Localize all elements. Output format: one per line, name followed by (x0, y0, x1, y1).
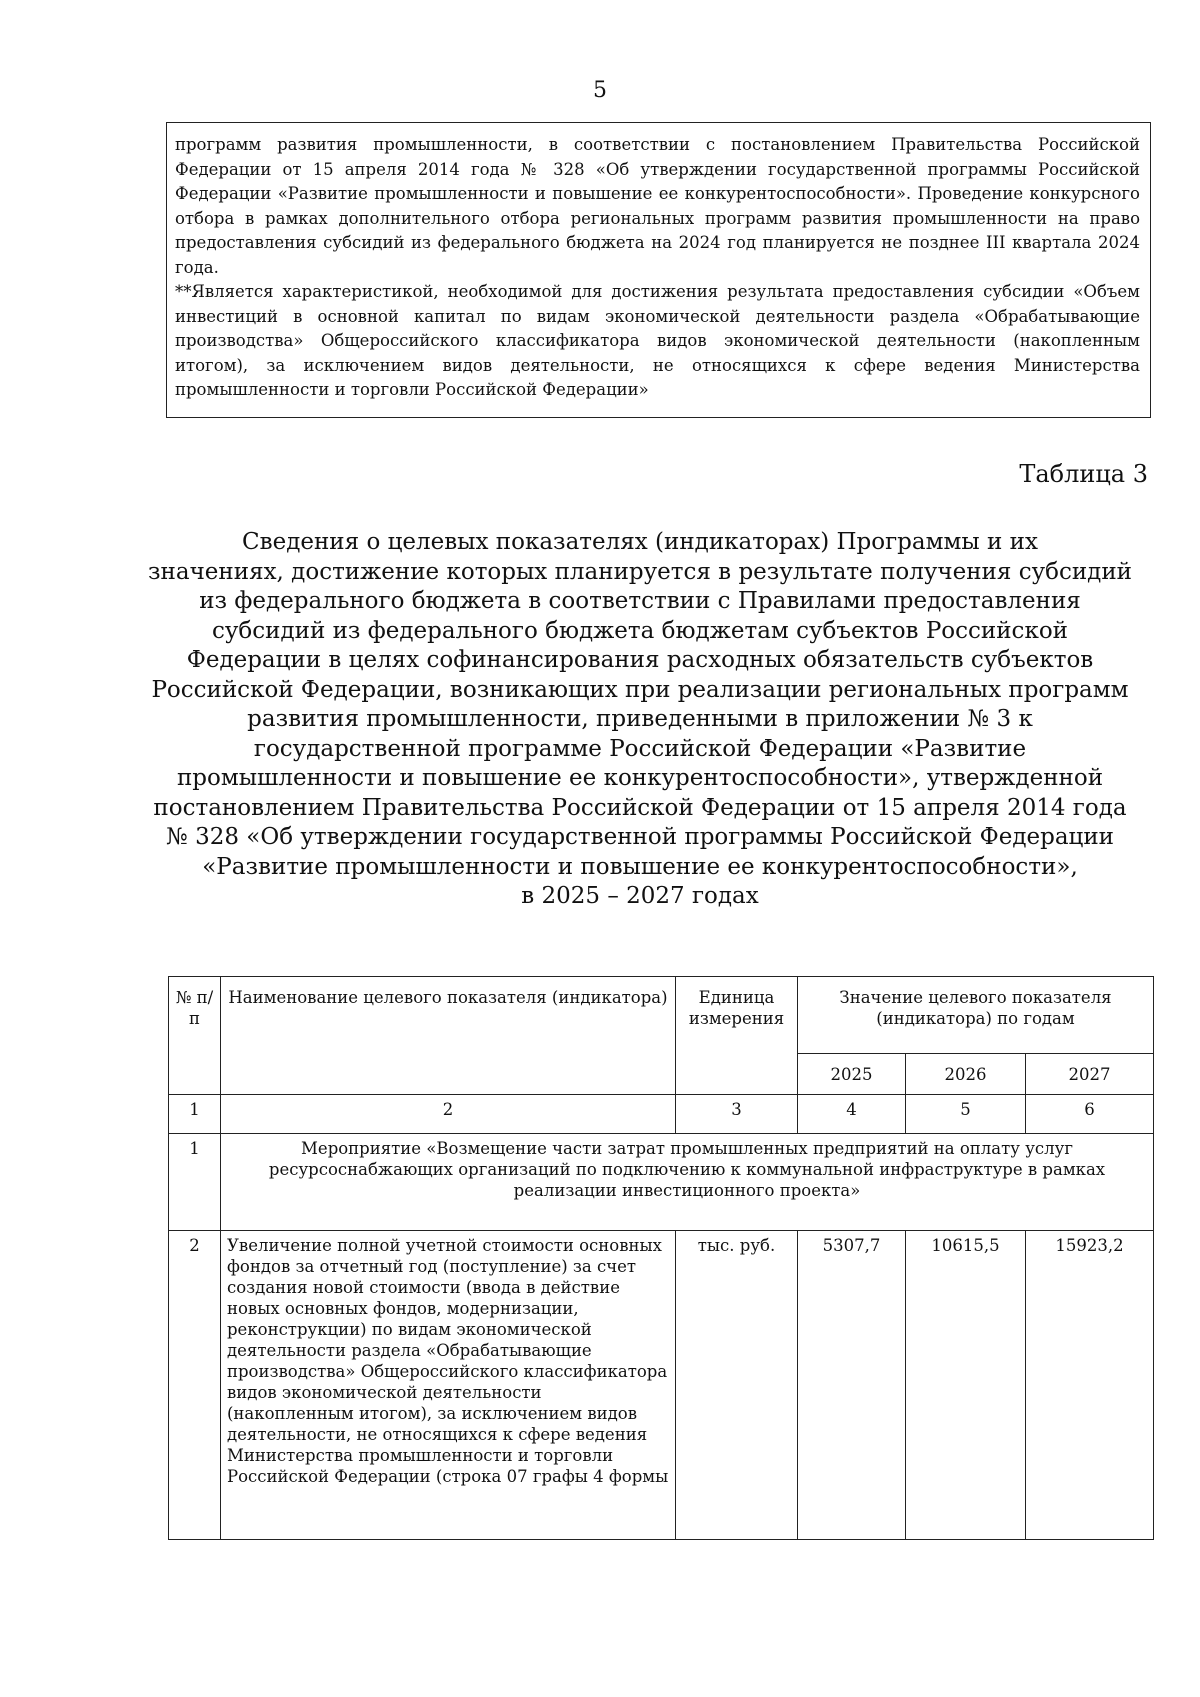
table-heading (100, 528, 1180, 912)
header-number: № п/п (169, 977, 221, 1095)
indicator-name: Увеличение полной учетной стоимости основных фондов за отчетный год (поступление) за счет создания новой стоимости (ввода в действие новых основных фондов, модернизации, реконструкции) по видам экономической деятельности раздела «Обрабатывающие производства» Общероссийского классификатора видов экономической деятельности (накопленным итогом), за исключением видов деятельности, не относящихся к сфере ведения Министерства промышленности и торговли Российской Федерации (строка 07 графы 4 формы (221, 1231, 676, 1540)
heading-line: развития промышленности, приведенными в приложении № 3 к (247, 706, 1033, 732)
header-unit: Единица измерения (676, 977, 798, 1095)
heading-line: Сведения о целевых показателях (индикаторах) Программы и их (242, 529, 1038, 555)
header-year-2027: 2027 (1026, 1054, 1154, 1095)
event-row (169, 1134, 1154, 1231)
indicator-value-2026: 10615,5 (906, 1231, 1026, 1540)
indicator-value-2027: 15923,2 (1026, 1231, 1154, 1540)
footnote-box (166, 122, 1151, 418)
heading-line: из федерального бюджета в соответствии с Правилами предоставления (199, 588, 1081, 614)
column-number: 2 (221, 1095, 676, 1134)
header-year-2026: 2026 (906, 1054, 1026, 1095)
indicator-unit: тыс. руб. (676, 1231, 798, 1540)
column-number: 5 (906, 1095, 1026, 1134)
header-year-2025: 2025 (798, 1054, 906, 1095)
page-number: 5 (593, 78, 607, 103)
heading-line: промышленности и повышение ее конкурентоспособности», утвержденной (176, 765, 1104, 791)
indicator-row (169, 1231, 1154, 1540)
heading-line: субсидий из федерального бюджета бюджетам субъектов Российской (211, 617, 1068, 644)
footnote-paragraph-1: программ развития промышленности, в соответствии с постановлением Правительства Российской Федерации от 15 апреля 2014 года № 328 «Об утверждении государственной программы Российской Федерации «Развитие промышленности и повышение ее конкурентоспособности». Проведение конкурсного отбора в рамках дополнительного отбора региональных программ развития промышленности на право предоставления субсидий из федерального бюджета на 2024 год планируется не позднее III квартала 2024 года. (175, 135, 1140, 277)
column-number-row (169, 1095, 1154, 1134)
footnote-paragraph-2: **Является характеристикой, необходимой для достижения результата предоставления субсидии «Объем инвестиций в основной капитал по видам экономической деятельности раздела «Обрабатывающие производства» Общероссийского классификатора видов экономической деятельности (накопленным итогом), за исключением видов деятельности, не относящихся к сфере ведения Министерства промышленности и торговли Российской Федерации» (175, 282, 1140, 399)
heading-line: в 2025 – 2027 годах (521, 883, 759, 909)
column-number: 1 (169, 1095, 221, 1134)
heading-line: № 328 «Об утверждении государственной программы Российской Федерации (166, 824, 1114, 850)
heading-line: «Развитие промышленности и повышение ее конкурентоспособности», (202, 853, 1078, 880)
heading-line: государственной программе Российской Федерации «Развитие (253, 735, 1027, 762)
heading-line: Федерации в целях софинансирования расходных обязательств субъектов (186, 647, 1094, 673)
column-number: 6 (1026, 1095, 1154, 1134)
header-values-by-year: Значение целевого показателя (индикатора) по годам (798, 977, 1154, 1054)
event-row-number: 1 (169, 1134, 221, 1231)
indicator-value-2025: 5307,7 (798, 1231, 906, 1540)
column-number: 3 (676, 1095, 798, 1134)
indicators-table (168, 976, 1154, 1540)
heading-line: постановлением Правительства Российской Федерации от 15 апреля 2014 года (153, 794, 1127, 821)
event-row-text: Мероприятие «Возмещение части затрат промышленных предприятий на оплату услуг ресурсоснабжающих организаций по подключению к коммунальной инфраструктуре в рамках реализации инвестиционного проекта» (221, 1134, 1154, 1231)
column-number: 4 (798, 1095, 906, 1134)
heading-line: значениях, достижение которых планируется в результате получения субсидий (148, 558, 1132, 585)
table-label: Таблица 3 (1019, 460, 1148, 488)
indicator-row-number: 2 (169, 1231, 221, 1540)
header-indicator-name: Наименование целевого показателя (индикатора) (221, 977, 676, 1095)
heading-line: Российской Федерации, возникающих при реализации региональных программ (151, 676, 1129, 703)
